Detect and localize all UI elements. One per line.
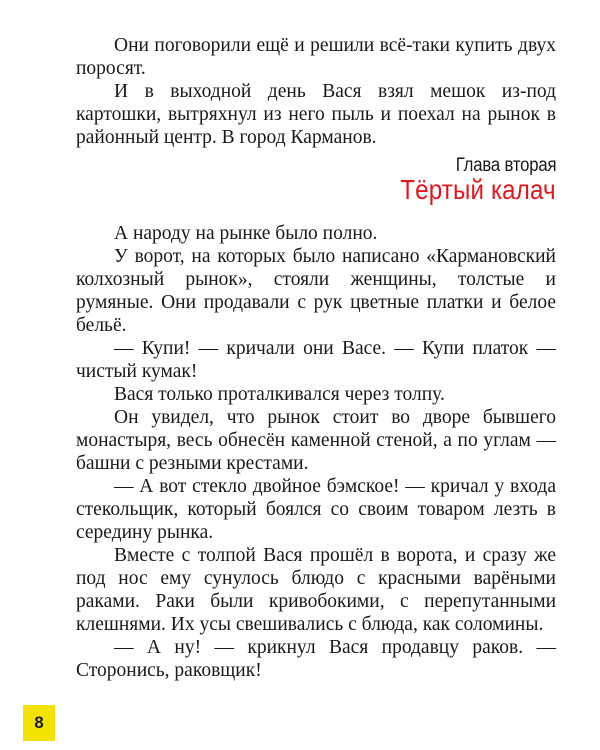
paragraph: Вместе с толпой Вася прошёл в ворота, и сразу же под нос ему сунулось блюдо с красными варёными раками. Раки были кривобокими, с перепутанными клешнями. Их усы свешивались с блюда, как соломины.: [76, 545, 556, 635]
top-text: [76, 34, 556, 149]
paragraph: — Купи! — кричали они Васе. — Купи платок — чистый кумак!: [76, 338, 556, 382]
chapter-label: Глава вторая: [455, 155, 556, 176]
paragraph: Он увидел, что рынок стоит во дворе бывшего монастыря, весь обнесён каменной стеной, а по углам — башни с резными крестами.: [76, 407, 556, 474]
paragraph: А народу на рынке было полно.: [114, 223, 378, 244]
chapter-title: Тёртый калач: [400, 174, 556, 205]
paragraph: Вася только проталкивался через толпу.: [114, 384, 445, 405]
paragraph: У ворот, на которых было написано «Кармановский колхозный рынок», стояли женщины, толстые и румяные. Они продавали с рук цветные платки и белое бельё.: [76, 246, 556, 336]
paragraph: И в выходной день Вася взял мешок из-под картошки, вытряхнул из него пыль и поехал на рынок в районный центр. В город Карманов.: [76, 81, 556, 148]
chapter-body: [76, 222, 556, 682]
paragraph: — А ну! — крикнул Вася продавцу раков. — Сторонись, раковщик!: [76, 637, 556, 681]
page-number: 8: [34, 713, 44, 732]
paragraph: Они поговорили ещё и решили всё-таки купить двух поросят.: [76, 35, 556, 79]
paragraph: — А вот стекло двойное бэмское! — кричал у входа стекольщик, который боялся со своим товаром лезть в середину рынка.: [76, 476, 556, 543]
page-number-badge: [23, 705, 55, 741]
